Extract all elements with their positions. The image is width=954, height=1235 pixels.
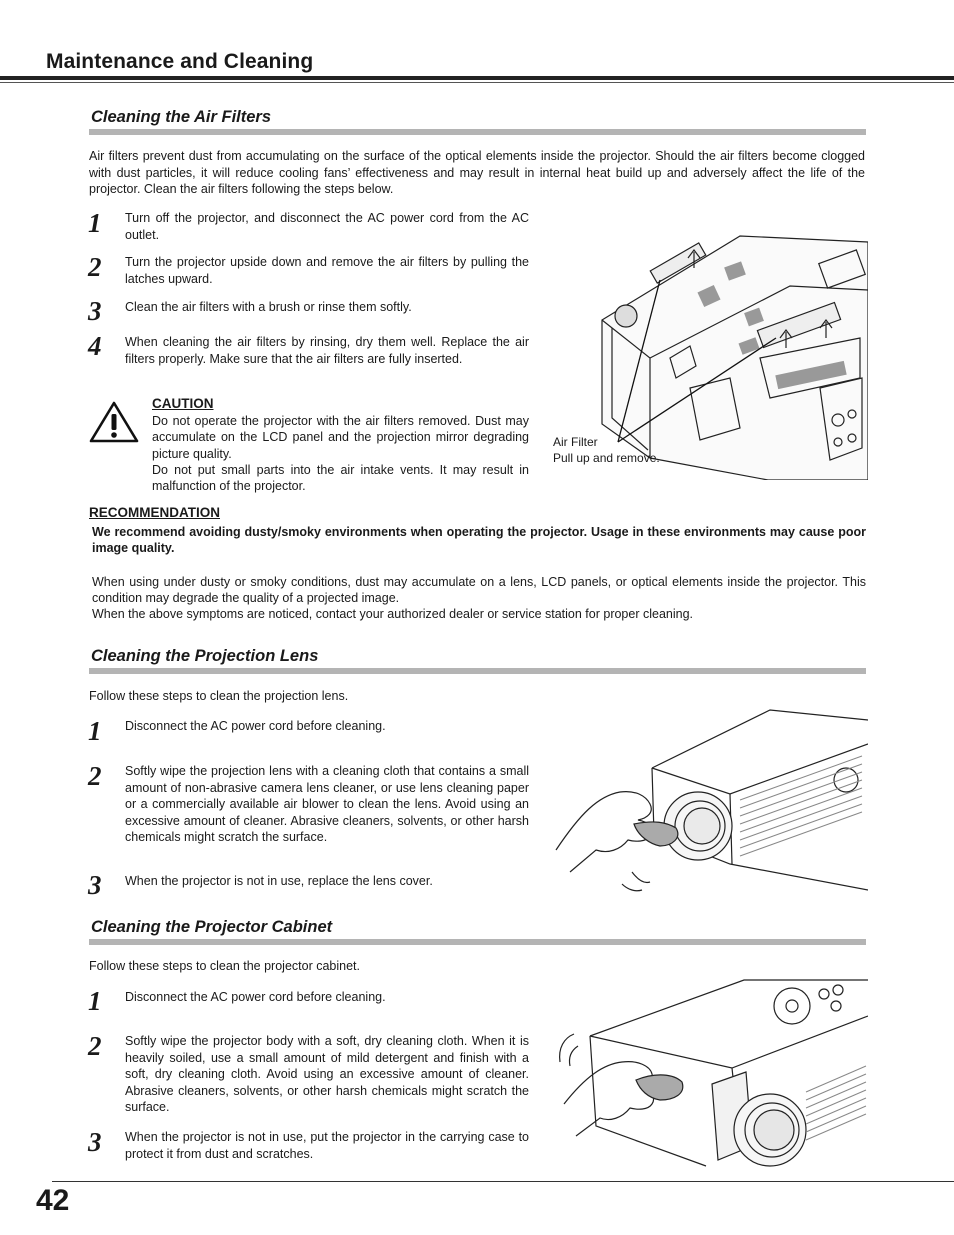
step-text: Softly wipe the projector body with a soft, dry cleaning cloth. When it is heavily soiled, use a small amount of mild detergent and finish with a soft, dry cleaning cloth. Avoid using an excessive amount of cleaner. Abrasive cleaners, solvents, or other harsh chemicals might scratch the surface. — [125, 1034, 529, 1114]
recommendation-heading: RECOMMENDATION — [89, 505, 220, 520]
caution-line-2: Do not put small parts into the air intake vents. It may result in malfunction of the projector. — [152, 462, 529, 494]
caution-line-1: Do not operate the projector with the air filters removed. Dust may accumulate on the LCD panel and the projection mirror degrading picture quality. — [152, 414, 529, 461]
title-rule-thin — [0, 82, 954, 83]
recommendation-text-2: When the above symptoms are noticed, contact your authorized dealer or service station for proper cleaning. — [92, 607, 694, 621]
step-text: Softly wipe the projection lens with a cleaning cloth that contains a small amount of non-abrasive camera lens cleaner, or use lens cleaning paper or a commercially available air blower to clean the lens. Avoid using an excessive amount of cleaner. Abrasive cleaners, solvents, or other harsh chemicals might scratch the surface. — [125, 764, 529, 844]
step-number: 1 — [88, 716, 102, 746]
step-number: 3 — [88, 870, 102, 900]
step-number: 1 — [88, 208, 102, 238]
footer-rule — [52, 1181, 954, 1182]
lens-intro: Follow these steps to clean the projection lens. — [89, 689, 349, 703]
lens-cleaning-illustration — [550, 704, 868, 900]
step-number: 1 — [88, 986, 102, 1016]
air-filter-illustration — [590, 228, 868, 480]
recommendation-text-1: When using under dusty or smoky conditions, dust may accumulate on a lens, LCD panels, or optical elements inside the projector. This condition may degrade the quality of a projected image. — [92, 575, 866, 605]
section-title-air-filters: Cleaning the Air Filters — [91, 108, 272, 126]
air-filters-intro: Air filters prevent dust from accumulating on the surface of the optical elements inside the projector. Should the air filters become clogged with dust particles, it will reduce cooling fans’ effectiveness and may result in internal heat build up and adversely affect the life of the projector. Clean the air filters following the steps below. — [89, 149, 865, 196]
section-title-cabinet: Cleaning the Projector Cabinet — [91, 918, 333, 936]
step-text: When the projector is not in use, replace the lens cover. — [125, 874, 433, 888]
recommendation-bold-text: We recommend avoiding dusty/smoky environments when operating the projector. Usage in these environments may cause poor image quality. — [92, 525, 866, 555]
step-number: 2 — [88, 761, 102, 791]
caution-text — [152, 413, 529, 494]
step-number: 3 — [88, 296, 102, 326]
step-number: 2 — [88, 1031, 102, 1061]
step-number: 4 — [88, 331, 102, 361]
warning-triangle-icon — [88, 400, 140, 444]
step-text: When the projector is not in use, put the projector in the carrying case to protect it from dust and scratches. — [125, 1130, 529, 1161]
section-bar — [89, 129, 866, 135]
figure-caption-air-filter: Air Filter — [553, 435, 598, 449]
figure-caption-pull: Pull up and remove. — [553, 451, 660, 465]
section-bar — [89, 939, 866, 945]
cabinet-intro: Follow these steps to clean the projector cabinet. — [89, 959, 360, 973]
section-bar — [89, 668, 866, 674]
step-text: Turn off the projector, and disconnect the AC power cord from the AC outlet. — [125, 211, 529, 242]
title-rule — [0, 76, 954, 80]
step-text: When cleaning the air filters by rinsing, dry them well. Replace the air filters properly. Make sure that the air filters are fully inserted. — [125, 335, 529, 366]
caution-heading: CAUTION — [152, 396, 214, 411]
page-title: Maintenance and Cleaning — [46, 50, 314, 73]
recommendation-text — [92, 574, 866, 622]
step-text: Disconnect the AC power cord before cleaning. — [125, 719, 386, 733]
section-title-lens: Cleaning the Projection Lens — [91, 647, 319, 665]
step-number: 3 — [88, 1127, 102, 1157]
step-number: 2 — [88, 252, 102, 282]
step-text: Disconnect the AC power cord before cleaning. — [125, 990, 386, 1004]
cabinet-cleaning-illustration — [556, 976, 868, 1174]
step-text: Turn the projector upside down and remove the air filters by pulling the latches upward. — [125, 255, 529, 286]
step-text: Clean the air filters with a brush or rinse them softly. — [125, 300, 412, 314]
page-number: 42 — [36, 1184, 70, 1217]
